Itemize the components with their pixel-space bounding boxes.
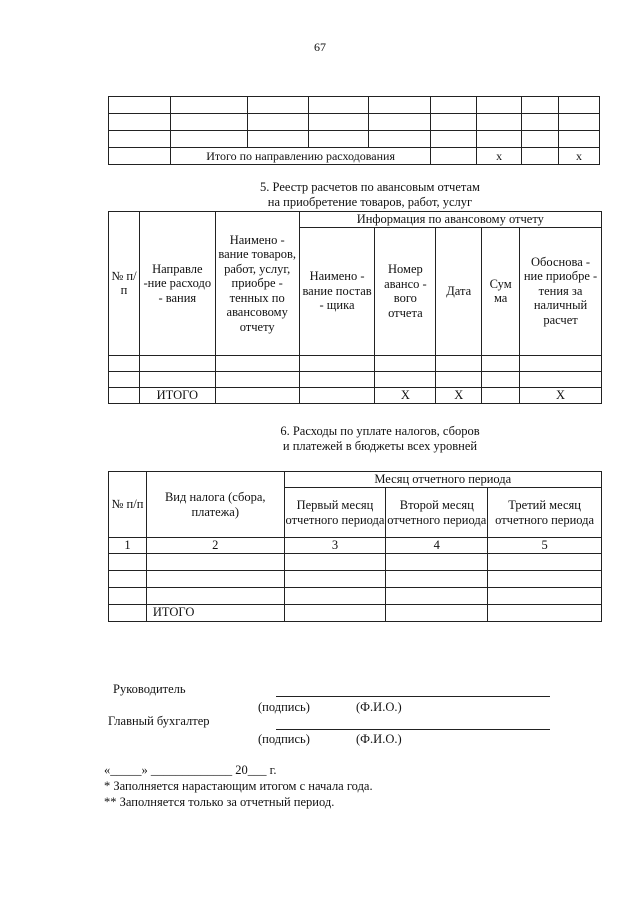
total-mark: x bbox=[477, 148, 522, 165]
expenses-table-continued bbox=[108, 96, 600, 165]
table-row bbox=[109, 371, 602, 387]
table-row bbox=[109, 355, 602, 371]
table-row bbox=[109, 570, 602, 587]
total-label: ИТОГО bbox=[139, 387, 215, 403]
signature-caption: (подпись) bbox=[258, 732, 310, 746]
footnote-2: ** Заполняется только за отчетный период. bbox=[104, 795, 335, 809]
advance-reports-table bbox=[108, 211, 602, 404]
col-num-header: № п/п bbox=[109, 472, 147, 538]
index-row: 1 2 3 4 5 bbox=[109, 538, 602, 554]
col-month2-header: Второй месяц отчетного периода bbox=[386, 488, 488, 538]
table-row bbox=[109, 587, 602, 604]
col-supplier-header: Наимено - вание постав - щика bbox=[299, 227, 375, 355]
col-reason-header: Обоснова - ние приобре - тения за наличный расчет bbox=[520, 227, 602, 355]
table-row bbox=[109, 604, 602, 621]
table-row bbox=[109, 131, 600, 148]
head-signature-line bbox=[276, 696, 550, 697]
total-label: ИТОГО bbox=[146, 604, 284, 621]
section6-heading: 6. Расходы по уплате налогов, сборов и платежей в бюджеты всех уровней bbox=[280, 424, 480, 453]
col-direction-header: Направле -ние расходо - вания bbox=[139, 212, 215, 356]
col-report-number-header: Номер авансо - вого отчета bbox=[375, 227, 436, 355]
footnote-1: * Заполняется нарастающим итогом с начала года. bbox=[104, 779, 373, 793]
total-mark: Х bbox=[436, 387, 482, 403]
advance-info-group-header: Информация по авансовому отчету bbox=[299, 212, 601, 228]
col-goods-header: Наимено - вание товаров, работ, услуг, приобре - тенных по авансовому отчету bbox=[215, 212, 299, 356]
head-label: Руководитель bbox=[113, 682, 186, 696]
table-row bbox=[109, 114, 600, 131]
col-date-header: Дата bbox=[436, 227, 482, 355]
table-row bbox=[109, 148, 600, 165]
table-row bbox=[109, 553, 602, 570]
accountant-signature-line bbox=[276, 729, 550, 730]
section5-heading: 5. Реестр расчетов по авансовым отчетам на приобретение товаров, работ, услуг bbox=[260, 180, 480, 209]
total-mark: Х bbox=[520, 387, 602, 403]
table-row bbox=[109, 97, 600, 114]
name-caption: (Ф.И.О.) bbox=[356, 700, 402, 714]
total-by-direction-label: Итого по направлению расходования bbox=[170, 148, 430, 165]
col-sum-header: Сум ма bbox=[482, 227, 520, 355]
col-month3-header: Третий месяц отчетного периода bbox=[488, 488, 602, 538]
taxes-table bbox=[108, 471, 602, 622]
table-row bbox=[109, 387, 602, 403]
page-number: 67 bbox=[314, 40, 326, 54]
total-mark: Х bbox=[375, 387, 436, 403]
col-num-header: № п/п bbox=[109, 212, 140, 356]
col-month1-header: Первый месяц отчетного периода bbox=[284, 488, 386, 538]
total-mark: x bbox=[559, 148, 600, 165]
date-line: «_____» _____________ 20___ г. bbox=[104, 763, 277, 777]
signature-caption: (подпись) bbox=[258, 700, 310, 714]
month-group-header: Месяц отчетного периода bbox=[284, 472, 601, 488]
col-tax-type-header: Вид налога (сбора, платежа) bbox=[146, 472, 284, 538]
chief-accountant-label: Главный бухгалтер bbox=[108, 714, 210, 728]
name-caption: (Ф.И.О.) bbox=[356, 732, 402, 746]
